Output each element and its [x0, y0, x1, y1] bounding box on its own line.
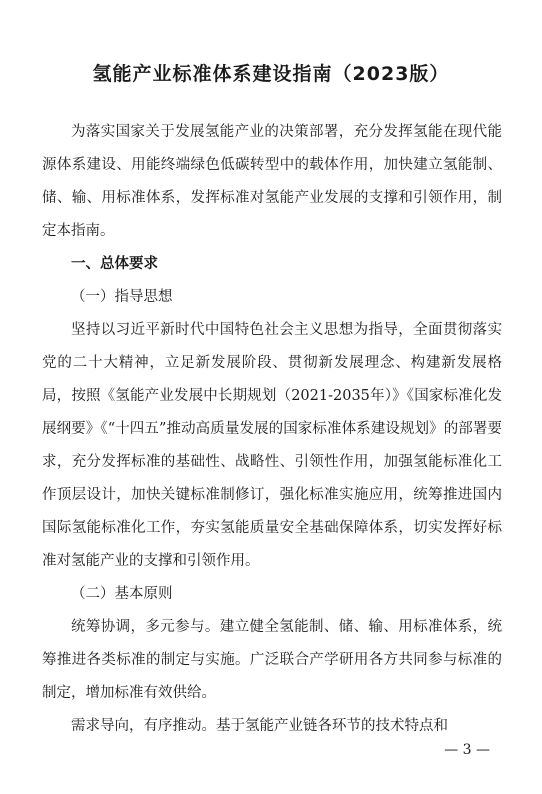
section-heading-general-requirements: 一、总体要求 [71, 256, 158, 272]
subsection-heading-basic-principles: （二）基本原则 [71, 586, 173, 602]
principle-demand-paragraph: 需求导向，有序推动。基于氢能产业链各环节的技术特点和 [71, 718, 448, 734]
page-number: — 3 — [444, 742, 490, 758]
subsection-heading-guiding-ideology: （一）指导思想 [71, 289, 173, 305]
intro-paragraph: 为落实国家关于发展氢能产业的决策部署，充分发挥氢能在现代能源体系建设、用能终端绿色低碳转型中的载体作用，加快建立氢能制、储、输、用标准体系，发挥标准对氢能产业发展的支撑和引领作用，制定本指南。 [42, 124, 502, 239]
guiding-ideology-paragraph: 坚持以习近平新时代中国特色社会主义思想为指导，全面贯彻落实党的二十大精神，立足新发展阶段、贯彻新发展理念、构建新发展格局，按照《氢能产业发展中长期规划（2021-2035年）》《国家标准化发展纲要》《“十四五”推动高质量发展的国家标准体系建设规划》的部署要求，充分发挥标准的基础性、战略性、引领性作用，加强氢能标准化工作顶层设计，加快关键标准制修订，强化标准实施应用，统筹推进国内国际氢能标准化工作，夯实氢能质量安全基础保障体系，切实发挥好标准对氢能产业的支撑和引领作用。 [42, 322, 502, 569]
principle-coordination-paragraph: 统筹协调，多元参与。建立健全氢能制、储、输、用标准体系，统筹推进各类标准的制定与实施。广泛联合产学研用各方共同参与标准的制定，增加标准有效供给。 [42, 619, 502, 701]
document-title: 氢能产业标准体系建设指南（2023版） [92, 63, 450, 85]
